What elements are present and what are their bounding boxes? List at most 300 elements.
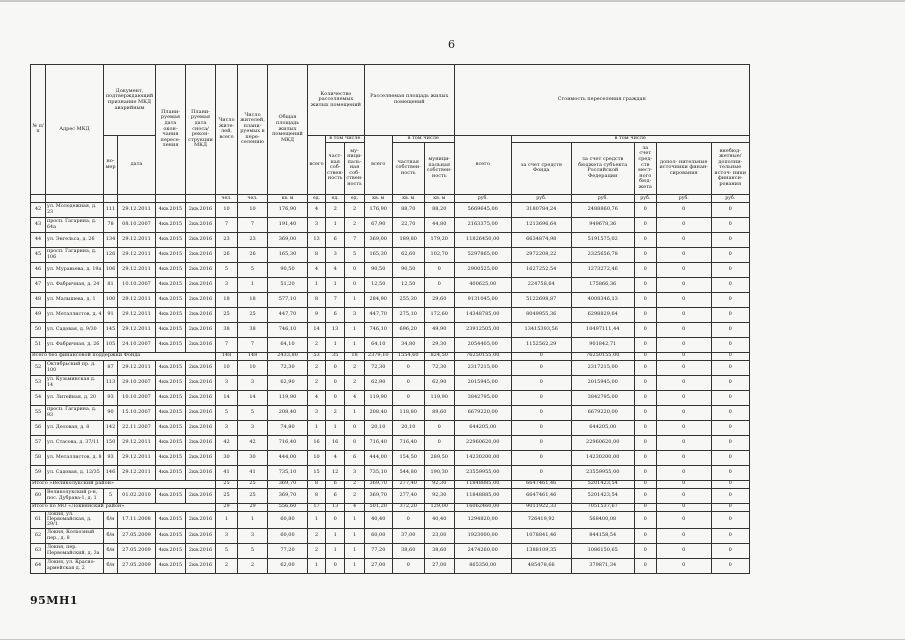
table-cell: 2 [345,488,364,503]
table-cell: 0 [656,202,711,217]
unit-cell: чел. [216,194,238,202]
table-cell: 17.11.2008 [118,511,156,528]
col-cost-total-header: всего [454,136,511,195]
table-cell: 2кв.2016 [186,488,216,503]
table-cell: 49 [31,307,46,322]
table-cell: 0 [392,558,424,573]
table-cell: 4кв.2015 [156,202,186,217]
subtotal-cell: 369,70 [268,480,308,488]
table-cell: 1 [345,292,364,307]
address-cell: ул. Кузьминская д. 14 [46,375,104,390]
subtotal-cell: 0 [656,352,711,360]
table-cell: 3 [216,528,238,543]
table-cell: 3 [238,375,268,390]
table-cell: 90,50 [268,262,308,277]
table-cell: 0 [511,465,571,480]
table-cell: 1086150,65 [571,543,634,558]
table-cell: 87 [104,360,118,375]
table-cell: 0 [326,558,345,573]
table-cell: 29.12.2011 [118,360,156,375]
table-cell: 12 [326,465,345,480]
table-cell: 25 [216,307,238,322]
table-cell: 400625,00 [454,277,511,292]
col-cost-regional-header: за счет средств бюджета субъекта Российской Федерации [571,142,634,194]
table-cell: 0 [511,420,571,435]
table-cell: 60,80 [268,511,308,528]
table-cell: 0 [345,262,364,277]
table-cell: 5 [216,543,238,558]
table-cell: 2кв.2016 [186,337,216,352]
table-cell: 5201423,54 [571,488,634,503]
table-cell: 1 [345,337,364,352]
table-cell: 4кв.2015 [156,307,186,322]
table-cell: 8 [308,247,326,262]
table-cell: 1 [326,337,345,352]
address-cell: Великолукский р-н, пос. Дубрава-1, д. 1 [46,488,104,503]
table-cell: 0 [656,390,711,405]
table-cell: 0 [634,247,656,262]
table-cell: 3842795,00 [454,390,511,405]
table-cell: 49,90 [424,322,454,337]
table-cell: 190,30 [424,465,454,480]
unit-cell: руб. [711,194,749,202]
table-cell: 5 [238,405,268,420]
table-cell: 2 [308,375,326,390]
unit-cell: ед. [345,194,364,202]
table-cell: 901842,71 [571,337,634,352]
table-cell: 447,70 [268,307,308,322]
table-cell: 2кв.2016 [186,558,216,573]
table-cell: 369,70 [364,488,392,503]
table-cell: б/н [104,511,118,528]
table-cell: 0 [711,292,749,307]
table-cell: 2317215,00 [454,360,511,375]
table-cell: 0 [711,360,749,375]
table-cell: 64 [31,558,46,573]
address-cell: Локня, ул. Первомайская, д. 29/1 [46,511,104,528]
table-cell: 18 [216,292,238,307]
unit-cell: кв. м [268,194,308,202]
table-cell: 284,90 [364,292,392,307]
table-row [31,375,750,390]
table-cell: 93 [104,450,118,465]
table-cell: 2015945,00 [454,375,511,390]
table-cell: 38,60 [392,543,424,558]
subtotal-cell: 6647461,46 [511,480,571,488]
subtotal-cell: 5201423,54 [571,480,634,488]
table-cell: 90 [104,405,118,420]
table-cell: 4кв.2015 [156,543,186,558]
table-cell: 23 [216,232,238,247]
subtotal-cell: 824,50 [424,352,454,360]
table-cell: 1 [238,511,268,528]
table-cell: 6679220,00 [571,405,634,420]
table-cell: 29,60 [424,292,454,307]
address-cell: ул. Малышева, д. 1 [46,292,104,307]
table-cell: 2кв.2016 [186,390,216,405]
table-cell: 14348785,00 [454,307,511,322]
address-cell: Локня, Колхозный пер., д. 8 [46,528,104,543]
table-cell: 0 [634,262,656,277]
table-cell: 0 [656,511,711,528]
subtotal-cell: 29 [216,503,238,511]
subtotal-cell: 0 [711,480,749,488]
table-cell: 27.05.2009 [118,543,156,558]
table-cell: 3 [216,420,238,435]
table-cell: 0 [634,528,656,543]
col-area-total-header: всего [364,136,392,195]
unit-cell [156,194,186,202]
table-cell: 60,00 [364,528,392,543]
table-cell: 0 [634,217,656,232]
table-cell: 2972208,22 [511,247,571,262]
table-cell: 444,00 [364,450,392,465]
table-cell: 10 [216,360,238,375]
table-cell: 0 [711,277,749,292]
table-cell: 0 [634,337,656,352]
table-cell: 102,70 [424,247,454,262]
table-cell: 4кв.2015 [156,337,186,352]
footer-code: 95МН1 [30,594,79,607]
table-cell: 29,30 [424,337,454,352]
table-cell: 447,70 [364,307,392,322]
table-cell: 29.12.2011 [118,450,156,465]
table-cell: 2кв.2016 [186,435,216,450]
table-row [31,307,750,322]
table-cell: 0 [656,292,711,307]
table-cell: 51,20 [268,277,308,292]
table-cell: 2163375,00 [454,217,511,232]
table-cell: 1294820,00 [454,511,511,528]
address-cell: просп. Гагарина, д. 93 [46,405,104,420]
table-cell: 78 [104,217,118,232]
table-cell: 746,10 [268,322,308,337]
subtotal-cell: 13 [326,503,345,511]
table-cell: 63 [31,543,46,558]
table-cell: 8 [308,292,326,307]
table-row [31,360,750,375]
table-cell: 191,40 [268,217,308,232]
table-cell: 22,70 [392,217,424,232]
table-cell: 44 [31,232,46,247]
table-row [31,543,750,558]
table-cell: 2488860,76 [571,202,634,217]
address-cell: ул. Металлистов, д. 4 [46,307,104,322]
table-cell: 6679220,00 [454,405,511,420]
table-cell: 0 [656,558,711,573]
table-cell: 0 [634,307,656,322]
table-cell: 0 [656,247,711,262]
table-cell: 118,80 [392,405,424,420]
table-cell: 1 [345,511,364,528]
address-cell: ул. Садовая, д. 12/35 [46,465,104,480]
table-cell: 2 [345,202,364,217]
table-cell: 62,60 [392,247,424,262]
table-cell: 10.10.2007 [118,390,156,405]
table-cell: 29.10.2007 [118,375,156,390]
table-cell: 3842795,00 [571,390,634,405]
page-number: 6 [448,38,455,51]
table-cell: 4кв.2015 [156,292,186,307]
table-cell: 746,10 [364,322,392,337]
table-cell: 111 [104,202,118,217]
unit-cell [46,194,104,202]
table-cell: 696,20 [392,322,424,337]
table-cell: 716,40 [268,435,308,450]
table-cell: 0 [424,435,454,450]
table-cell: 2кв.2016 [186,262,216,277]
col-doc-number-header: но- мер [104,136,118,195]
table-cell: 0 [656,337,711,352]
col-cost-additional-header: допол- нительные источники финан- сирования [656,142,711,194]
table-cell: 5 [238,262,268,277]
table-cell: 4кв.2015 [156,450,186,465]
table-cell: 0 [711,543,749,558]
table-cell: 0 [392,511,424,528]
table-cell: 7 [238,337,268,352]
table-cell: 142 [104,420,118,435]
table-cell: 3 [345,307,364,322]
table-cell: 6 [326,488,345,503]
table-cell: 224758,64 [511,277,571,292]
table-row [31,337,750,352]
table-cell: 0 [634,277,656,292]
table-cell: 4кв.2015 [156,465,186,480]
table-cell: 27,00 [424,558,454,573]
table-cell: 20,10 [364,420,392,435]
table-cell: 47 [31,277,46,292]
table-cell: 0 [711,202,749,217]
table-cell: 0 [711,390,749,405]
subtotal-label: Всего без финансовой поддержки Фонда [31,352,216,360]
table-cell: 2кв.2016 [186,511,216,528]
table-cell: 41 [238,465,268,480]
table-row [31,262,750,277]
subtotal-cell: 0 [656,503,711,511]
table-cell: 2900525,00 [454,262,511,277]
table-cell: 146 [104,465,118,480]
table-cell: 5191575,02 [571,232,634,247]
table-cell: 0 [656,435,711,450]
table-cell: 4 [345,390,364,405]
table-cell: 0 [511,450,571,465]
unit-cell: руб. [634,194,656,202]
subtotal-cell: 17 [308,503,326,511]
table-cell: 43 [31,217,46,232]
table-cell: 0 [711,375,749,390]
unit-cell [186,194,216,202]
table-cell: 369,00 [364,232,392,247]
table-cell: 62,90 [424,375,454,390]
table-cell: 0 [711,262,749,277]
table-cell: 1078841,46 [511,528,571,543]
subtotal-cell: 6 [326,480,345,488]
table-cell: 27.05.2009 [118,528,156,543]
table-cell: 4008346,13 [571,292,634,307]
table-cell: 10 [238,202,268,217]
table-cell: 1 [308,420,326,435]
table-cell: 5 [238,543,268,558]
table-cell: 1 [326,277,345,292]
subtotal-cell: 148 [216,352,238,360]
address-cell: ул. Стасова, д. 37/11 [46,435,104,450]
table-cell: 3 [216,277,238,292]
table-cell: 29.12.2011 [118,322,156,337]
table-cell: 53 [31,375,46,390]
table-cell: 0 [656,488,711,503]
table-cell: 716,40 [392,435,424,450]
table-cell: 0 [656,277,711,292]
table-cell: 176,90 [364,202,392,217]
table-cell: 2кв.2016 [186,277,216,292]
table-cell: 08.10.2007 [118,217,156,232]
subtotal-cell: 92,30 [424,480,454,488]
table-cell: 15.10.2007 [118,405,156,420]
table-cell: 89,60 [424,405,454,420]
table-cell: 119,90 [424,390,454,405]
table-cell: 0 [392,360,424,375]
table-cell: 1 [308,558,326,573]
table-cell: 0 [634,375,656,390]
table-cell: 3 [238,420,268,435]
table-cell: 2кв.2016 [186,528,216,543]
table-cell: 12,50 [364,277,392,292]
table-cell: 0 [634,558,656,573]
table-cell: 126 [104,247,118,262]
table-cell: 01.02.2010 [118,488,156,503]
table-cell: 4 [308,390,326,405]
table-cell: 6298829,64 [571,307,634,322]
table-cell: 7 [238,217,268,232]
col-cost-group-header: Стоимость переселения граждан [454,65,749,136]
unit-cell: чел. [238,194,268,202]
table-row [31,420,750,435]
table-cell: 0 [656,405,711,420]
table-cell: 23 [238,232,268,247]
table-cell: 15 [308,465,326,480]
table-cell: 2кв.2016 [186,307,216,322]
table-cell: 42 [31,202,46,217]
col-rooms-total-header: всего [308,136,326,195]
table-cell: 6 [345,450,364,465]
table-cell: 0 [656,232,711,247]
table-cell: 4кв.2015 [156,528,186,543]
table-cell: 59 [31,465,46,480]
table-cell: 0 [326,375,345,390]
unit-cell: ед. [308,194,326,202]
table-cell: 4кв.2015 [156,375,186,390]
table-cell: 1 [326,543,345,558]
table-cell: 1 [345,405,364,420]
table-cell: 4кв.2015 [156,277,186,292]
table-cell: 72,30 [364,360,392,375]
table-cell: 0 [634,511,656,528]
table-cell: 4кв.2015 [156,488,186,503]
table-row [31,465,750,480]
table-cell: 2кв.2016 [186,360,216,375]
table-cell: 64,10 [364,337,392,352]
table-cell: 23559955,00 [571,465,634,480]
table-cell: 48 [31,292,46,307]
table-cell: 726419,92 [511,511,571,528]
table-cell: 1 [326,528,345,543]
table-cell: 1923000,00 [454,528,511,543]
table-cell: 8 [308,488,326,503]
table-cell: 13 [326,322,345,337]
table-cell: 0 [656,307,711,322]
subtotal-cell: 35 [326,352,345,360]
table-cell: 16 [326,435,345,450]
table-cell: 0 [656,450,711,465]
table-cell: 165,30 [268,247,308,262]
table-cell: 1 [326,420,345,435]
address-cell: ул. Садовая, д. 9/30 [46,322,104,337]
table-cell: 40,40 [364,511,392,528]
table-cell: 8049955,36 [511,307,571,322]
col-area-municipal-header: муници- пальная собствен- ность [424,142,454,194]
unit-cell: руб. [571,194,634,202]
table-cell: 10 [238,360,268,375]
table-cell: 2кв.2016 [186,375,216,390]
subtotal-cell: 9011922,33 [511,503,571,511]
table-cell: 844158,54 [571,528,634,543]
table-cell: 57 [31,435,46,450]
table-cell: 9 [308,307,326,322]
table-row [31,202,750,217]
table-cell: 4кв.2015 [156,558,186,573]
table-cell: 4кв.2015 [156,511,186,528]
table-cell: 38 [238,322,268,337]
table-cell: 275,10 [392,307,424,322]
table-cell: 2кв.2016 [186,450,216,465]
table-cell: 2 [326,405,345,420]
table-cell: 74,80 [268,420,308,435]
table-cell: 1 [345,528,364,543]
address-cell: Октябрьский пр. д. 100 [46,360,104,375]
table-cell: 1 [345,543,364,558]
subtotal-cell: 556,60 [268,503,308,511]
table-cell: 0 [711,465,749,480]
table-cell: 0 [711,307,749,322]
table-cell: 14 [308,322,326,337]
table-cell: 72,30 [268,360,308,375]
table-cell: 4 [326,450,345,465]
table-cell: 1152562,29 [511,337,571,352]
table-cell: 179,20 [424,232,454,247]
address-cell: ул. Деловая, д. 8 [46,420,104,435]
address-cell: ул. Молодежная, д. 23 [46,202,104,217]
table-cell: 46 [31,262,46,277]
table-cell: 30 [216,450,238,465]
table-cell: 0 [711,247,749,262]
table-cell: 5297865,00 [454,247,511,262]
table-cell: 38 [216,322,238,337]
subtotal-cell: 8 [308,480,326,488]
table-cell: 6634874,98 [511,232,571,247]
table-cell: 0 [656,360,711,375]
unit-cell: руб. [454,194,511,202]
table-cell: 23,00 [424,528,454,543]
table-row [31,511,750,528]
table-cell: 134 [104,232,118,247]
table-cell: 2 [345,217,364,232]
table-cell: 444,00 [268,450,308,465]
table-cell: 0 [656,465,711,480]
table-cell: 4кв.2015 [156,420,186,435]
table-cell: 29.12.2011 [118,435,156,450]
table-cell: 3 [326,247,345,262]
subtotal-cell: 18 [345,352,364,360]
